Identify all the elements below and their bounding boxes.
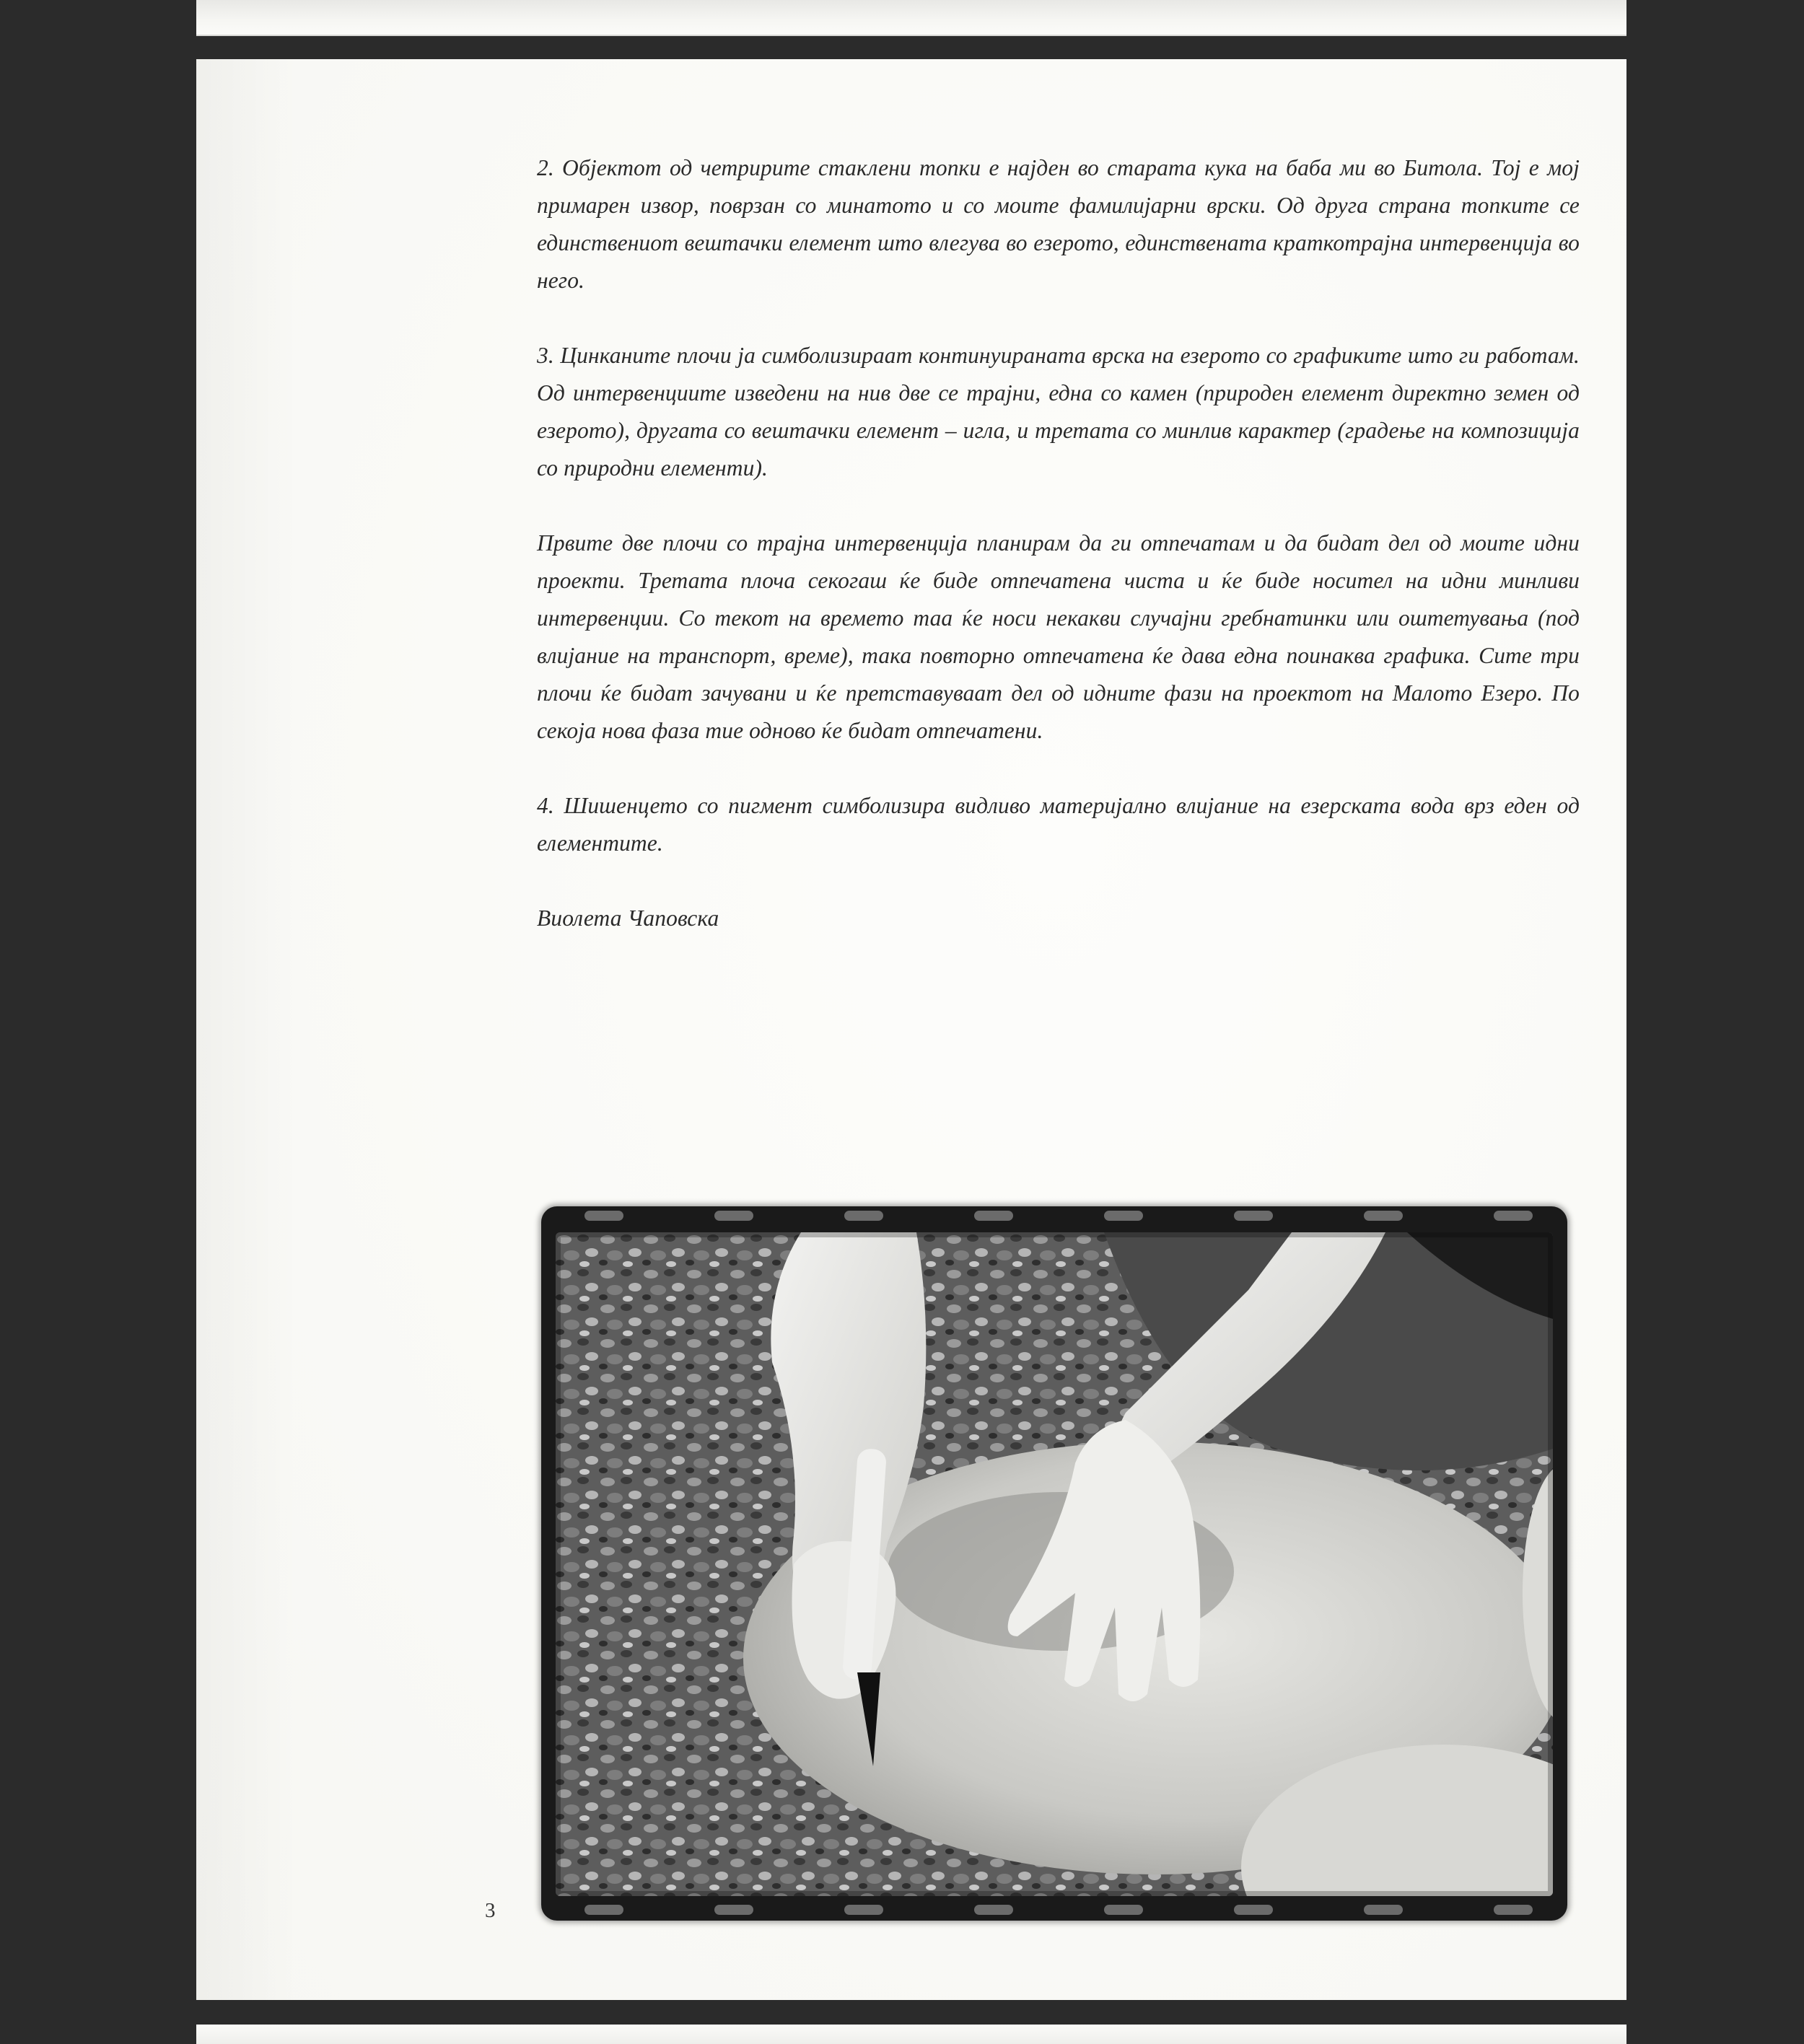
sprocket-hole [584, 1905, 623, 1915]
paragraph-2: 2. Објектот од четририте стаклени топки е најден во старата кука на баба ми во Битола. Тој е мој примарен извор, поврзан со минатото и со моите фамилијарни врски. Од друга страна топките се единствениот вештачки елемент што влегува во езерото, единствената краткотрајна интервенција во него. [537, 155, 1580, 293]
sprocket-hole [844, 1905, 883, 1915]
paragraph-4: 4. Шишенцето со пигмент симболизира видливо материјално влијание на езерската вода врз еден од елементите. [537, 793, 1580, 856]
sprocket-hole [1364, 1211, 1403, 1221]
sprocket-hole [1234, 1905, 1273, 1915]
sprocket-hole [584, 1211, 623, 1221]
photo-hands-engraving-plate [556, 1232, 1553, 1896]
sprocket-hole [1494, 1211, 1533, 1221]
sprocket-hole [1494, 1905, 1533, 1915]
sprocket-hole [1234, 1211, 1273, 1221]
document-page [196, 59, 1626, 2000]
photo-film-frame [541, 1206, 1567, 1921]
sprocket-hole [1364, 1905, 1403, 1915]
paragraph-3: 3. Цинканите плочи ја симболизираат континуираната врска на езерото со графиките што ги работам. Од интервенциите изведени на нив две се трајни, една со камен (природен елемент директно земен од езерото), другата со вештачки елемент – игла, и третата со минлив карактер (градење на композиција со природни елементи). [537, 343, 1580, 481]
sprocket-hole [844, 1211, 883, 1221]
page-number: 3 [485, 1899, 496, 1922]
sprocket-hole [974, 1905, 1013, 1915]
sprocket-hole [1104, 1211, 1143, 1221]
sprocket-hole [974, 1211, 1013, 1221]
sprocket-hole [714, 1905, 753, 1915]
author-signature: Виолета Чаповска [537, 905, 719, 931]
body-text [537, 149, 1580, 937]
next-page-edge [196, 2025, 1626, 2044]
sprocket-hole [1104, 1905, 1143, 1915]
previous-page-edge [196, 0, 1626, 36]
paragraph-plates: Првите две плочи со трајна интервенција планирам да ги отпечатам и да бидат дел од моите идни проекти. Третата плоча секогаш ќе биде отпечатена чиста и ќе биде носител на идни минливи интервенции. Со текот на времето таа ќе носи некакви случајни гребнатинки или оштетувања (под влијание на транспорт, време), така повторно отпечатена ќе дава една поинаква графика. Сите три плочи ќе бидат зачувани и ќе претставуваат дел од идните фази на проектот на Малото Езеро. По секоја нова фаза тие одново ќе бидат отпечатени. [537, 530, 1580, 743]
sprocket-hole [714, 1211, 753, 1221]
